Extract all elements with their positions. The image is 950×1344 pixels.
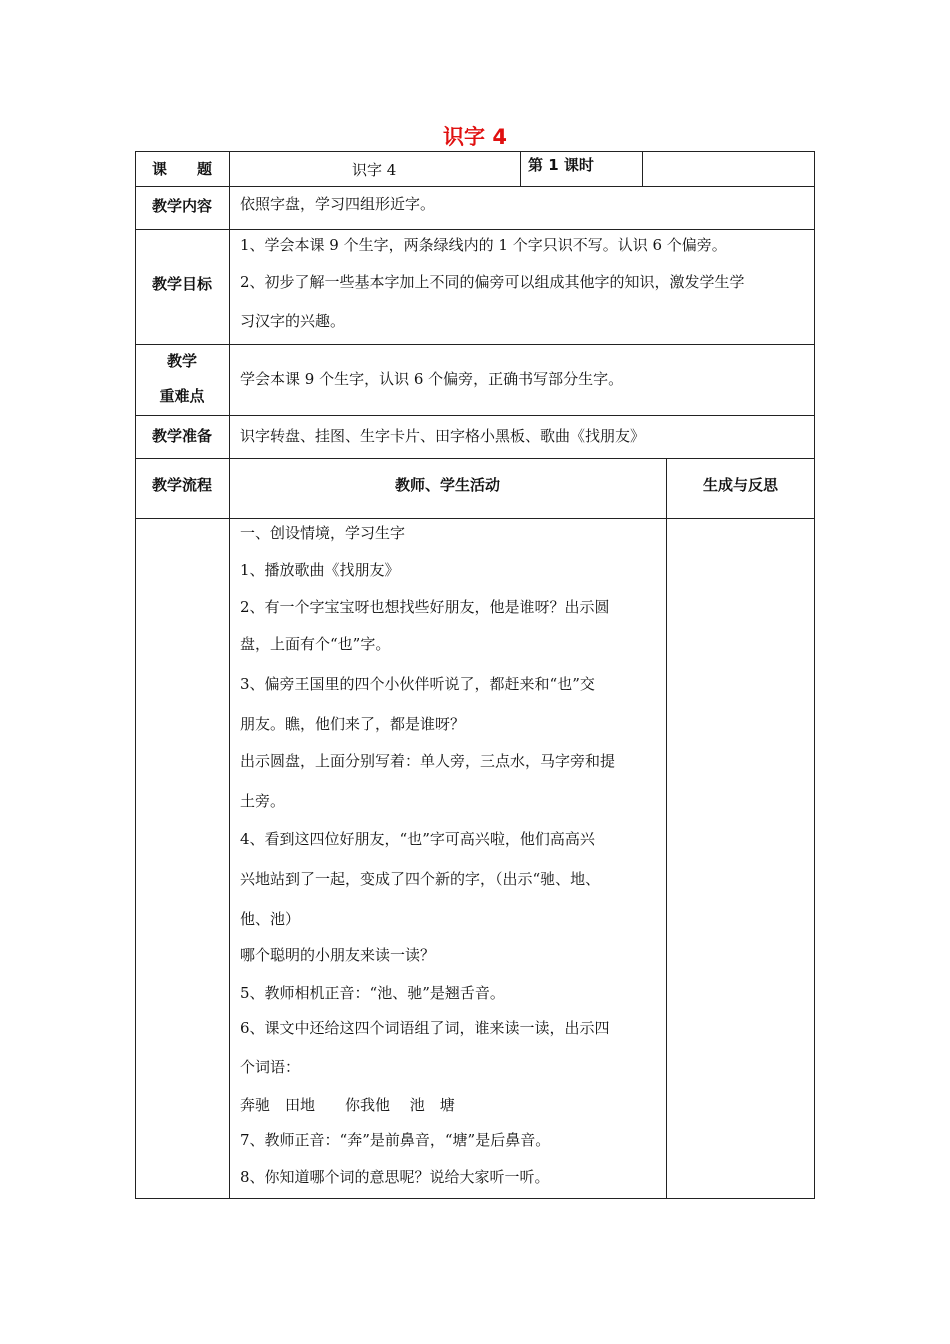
row-divider [135,344,815,345]
activity-line: 1、播放歌曲《找朋友》 [240,561,400,579]
key-points-label: 教学 [166,352,197,370]
row-divider [135,458,815,459]
row-divider [135,229,815,230]
goal-line: 2、初步了解一些基本字加上不同的偏旁可以组成其他字的知识，激发学生学 [240,273,745,291]
column-divider [666,458,667,1199]
goal-line: 1、学会本课 9 个生字，两条绿线内的 1 个字只识不写。认识 6 个偏旁。 [240,236,727,254]
activity-line: 3、偏旁王国里的四个小伙伴听说了，都赶来和“也”交 [240,675,595,693]
topic-label: 课 题 [151,160,212,178]
activity-line: 个词语： [240,1058,301,1076]
preparation-value: 识字转盘、挂图、生字卡片、田字格小黑板、歌曲《找朋友》 [240,427,646,445]
activity-line: 奔驰 田地 你我他 池 塘 [240,1096,455,1114]
reflection-header: 生成与反思 [702,476,778,494]
activity-line: 8、你知道哪个词的意思呢？说给大家听一听。 [240,1168,550,1186]
activity-line: 兴地站到了一起，变成了四个新的字，（出示“驰、地、 [240,870,601,888]
preparation-label: 教学准备 [151,427,212,445]
activity-line: 土旁。 [240,792,286,810]
row-divider [135,186,815,187]
row-divider [135,415,815,416]
activity-line: 出示圆盘，上面分别写着：单人旁，三点水，马字旁和提 [240,752,616,770]
flow-header: 教学流程 [151,476,212,494]
activity-line: 哪个聪明的小朋友来读一读？ [240,946,436,964]
content-label: 教学内容 [151,197,212,215]
goal-line: 习汉字的兴趣。 [240,312,346,330]
row-divider [135,518,815,519]
column-divider [229,151,230,1199]
activity-line: 4、看到这四位好朋友，“也”字可高兴啦，他们高高兴 [240,830,595,848]
activity-line: 6、课文中还给这四个词语组了词，谁来读一读，出示四 [240,1019,610,1037]
column-divider [642,151,643,186]
content-value: 依照字盘，学习四组形近字。 [240,195,436,213]
page-title: 识字 4 [443,125,507,149]
topic-value: 识字 4 [352,161,397,179]
activity-line: 7、教师正音：“奔”是前鼻音，“塘”是后鼻音。 [240,1131,551,1149]
activity-line: 一、创设情境，学习生字 [240,524,406,542]
goals-label: 教学目标 [151,275,212,293]
activity-line: 朋友。瞧，他们来了，都是谁呀？ [240,715,466,733]
column-divider [520,151,521,186]
period-label: 第 1 课时 [528,156,594,174]
activity-line: 盘，上面有个“也”字。 [240,635,391,653]
activity-line: 5、教师相机正音：“池、驰”是翘舌音。 [240,984,505,1002]
activities-header: 教师、学生活动 [394,476,500,494]
key-points-value: 学会本课 9 个生字，认识 6 个偏旁，正确书写部分生字。 [240,370,624,388]
activity-line: 他、池） [240,910,301,928]
activity-line: 2、有一个字宝宝呀也想找些好朋友，他是谁呀？出示圆 [240,598,610,616]
key-points-label: 重难点 [159,387,205,405]
